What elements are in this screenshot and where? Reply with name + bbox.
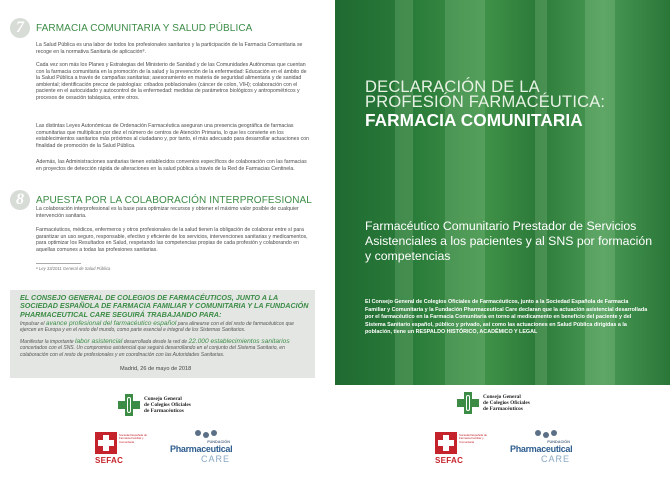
section-8-paragraph-1: La colaboración interprofesional es la base para optimizar recursos y obtener el máximo valor posible de cualquier intervención sanitaria. (36, 206, 299, 219)
pcare-foundation-label: FUNDACIÓN (207, 440, 230, 444)
bullet-2-text-a: Manifestar la importante (20, 339, 76, 345)
cover-heading-line-1: DECLARACIÓN DE LA (365, 78, 540, 96)
footnote-divider (36, 263, 81, 264)
pharmaceutical-care-logo-right (510, 440, 573, 464)
section-7-title: FARMACIA COMUNITARIA Y SALUD PÚBLICA (36, 22, 253, 34)
commitment-box (10, 290, 315, 378)
cover-heading-line-2: PROFESIÓN FARMACÉUTICA: (365, 93, 606, 111)
commitment-bullet-2 (20, 339, 310, 358)
cgcof-line-2: de Colegios Oficiales (483, 400, 530, 406)
sefac-cross-icon (95, 432, 117, 454)
cover-body: El Consejo General de Colegios Oficiales de Farmacéuticos, junto a la Sociedad Española de Farmacia Familiar y Comunitaria y la Fundación Pharmaceutical Care declaran que la actuación asistencial desarrollada por el farmacéutico en la Farmacia Comunitaria en torno al medicamento en beneficio del paciente y del Sistema Sanitario español, público y privado, así como las actuaciones en Salud Pública dirigidas a la población, tiene un RESPALDO HISTÓRICO, ACADÉMICO Y LEGAL (365, 299, 648, 335)
sefac-wordmark: SEFAC (435, 456, 464, 465)
section-7-paragraph-2: Cada vez son más los Planes y Estrategias del Ministerio de Sanidad y de las Comunidades Autónomas que cuentan con la farmacia comunitaria en la promoción de la salud y la prevención de la enfermedad: Educación en el ámbito de la Salud Pública a través de campañas sanitarias; asesoramiento en materia de seguridad alimentaria y de sanidad ambiental; identificación precoz de patologías: cribados poblacionales (cáncer de colon, VIH); colaboración con el paciente en el autocuidado y autocontrol de la enfermedad: medidas de parámetros biológicos y antropométricos y procesos de cesación tabáquica, entre otros. (36, 62, 307, 101)
pcare-wordmark-1: Pharmaceutical (510, 444, 573, 454)
footnote: ⁸ Ley 33/2011 General de Salud Pública (36, 266, 111, 271)
pcare-foundation-label: FUNDACIÓN (547, 440, 570, 444)
pcare-wordmark-2: CARE (540, 454, 570, 464)
bullet-2-highlight: labor asistencial (75, 338, 123, 345)
section-number-8: 8 (10, 190, 30, 210)
commitment-box-title: EL CONSEJO GENERAL DE COLEGIOS DE FARMACÉUTICOS, JUNTO A LA SOCIEDAD ESPAÑOLA DE FARMACIA FAMILIAR Y COMUNITARIA Y LA FUNDACIÓN PHARMACEUTICAL CARE SEGUIRÁ TRABAJANDO PARA: (20, 293, 309, 319)
section-7-header (10, 18, 252, 38)
cover-subtitle: Farmacéutico Comunitario Prestador de Servicios Asistenciales a los pacientes y al SNS por formación y competencias (365, 219, 653, 263)
cgcof-line-3: de Farmacéuticos (483, 406, 523, 412)
cgcof-line-1: Consejo General (144, 396, 182, 402)
pcare-wordmark-1: Pharmaceutical (170, 444, 233, 454)
sefac-logo-right (435, 432, 487, 465)
cgcof-line-3: de Farmacéuticos (144, 408, 184, 414)
section-number-7: 7 (10, 18, 30, 38)
sefac-cross-icon (435, 432, 457, 454)
section-7-paragraph-4: Además, las Administraciones sanitarias tienen establecidos convenios específicos de colaboración con las farmacias en proyectos de detección rápida de alteraciones en la salud pública a través de la Red de Farmacias Centinela. (36, 159, 307, 172)
sefac-wordmark: SEFAC (95, 456, 124, 465)
sefac-logo (95, 432, 147, 465)
pharmacy-cross-icon (457, 392, 479, 414)
bullet-1-highlight: avance profesional del farmacéutico español (45, 320, 177, 327)
pharmaceutical-care-logo (170, 440, 233, 464)
bullet-2-text-b: desarrollada desde la red de (122, 339, 189, 345)
cgcof-logo-right (457, 392, 530, 414)
bullet-2-text-c: concertados con el SNS. Un compromiso asistencial que seguirá desarrollando en el conjunto del Sistema Sanitario, en colaboración con el resto de profesionales y en coordinación con las Autoridades Sanitarias. (20, 345, 285, 358)
section-7-paragraph-1: La Salud Pública es una labor de todos los profesionales sanitarios y la participación de la Farmacia Comunitaria se recoge en la normativa Sanitaria de aplicación⁸. (36, 42, 303, 55)
cgcof-logo-text (144, 396, 191, 414)
signature-date: Madrid, 26 de mayo de 2018 (120, 366, 192, 372)
pcare-dots-icon (195, 430, 225, 440)
cgcof-line-2: de Colegios Oficiales (144, 402, 191, 408)
cgcof-line-1: Consejo General (483, 394, 521, 400)
green-cover-panel (335, 0, 670, 385)
pcare-wordmark-2: CARE (200, 454, 230, 464)
bullet-2-highlight-2: 22.000 establecimientos sanitarios (188, 338, 290, 345)
cgcof-logo (118, 394, 191, 416)
section-7-paragraph-3: Las distintas Leyes Autonómicas de Ordenación Farmacéutica aseguran una presencia geográfica de farmacias comunitarias que multiplican por diez el número de centros de Atención Primaria, lo que les convierte en los establecimientos sanitarios más próximos al ciudadano y, por tanto, el más adecuado para desarrollar actuaciones con finalidad de promoción de la Salud Pública. (36, 123, 309, 149)
commitment-bullet-1 (20, 321, 310, 334)
cover-heading-bold: FARMACIA COMUNITARIA (365, 110, 583, 130)
cgcof-logo-text (483, 394, 530, 412)
pcare-dots-icon (535, 430, 565, 440)
section-8-title: APUESTA POR LA COLABORACIÓN INTERPROFESIONAL (36, 194, 312, 206)
cover-heading (365, 80, 655, 110)
sefac-full-name: Sociedad Española de Farmacia Familiar y Comunitaria (459, 433, 487, 444)
section-8-paragraph-2: Farmacéuticos, médicos, enfermeros y otros profesionales de la salud tienen la obligación de colaborar entre sí para garantizar un uso seguro, responsable, efectivo y eficiente de los servicios, intervenciones sanitarias y medicamentos, para optimizar los Resultados en Salud, respetando las competencias propias de cada profesión y colaborando en aquellas comunes a todas las profesiones sanitarias. (36, 227, 308, 253)
sefac-full-name: Sociedad Española de Farmacia Familiar y Comunitaria (119, 433, 147, 444)
bullet-1-text-a: Impulsar el (20, 321, 46, 327)
bullet-1-text-b: para alinearse con el del resto de farmacéuticos que ejercen en Europa y en el resto del mundo, como parte esencial e integral de los Sistemas Sanitarios. (20, 321, 294, 334)
pharmacy-cross-icon (118, 394, 140, 416)
right-page (335, 0, 670, 481)
